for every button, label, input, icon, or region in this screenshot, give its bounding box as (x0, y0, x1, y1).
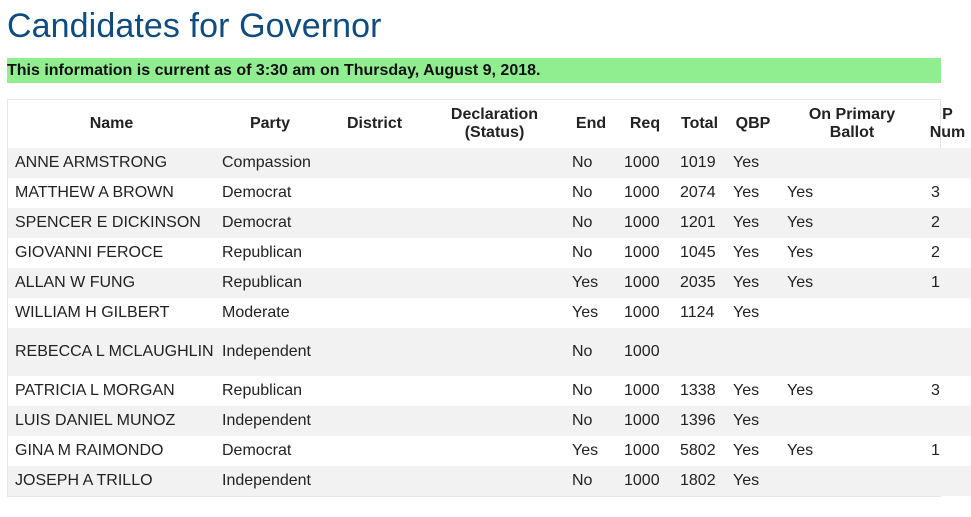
table-row (8, 178, 971, 208)
table-row (8, 328, 971, 376)
cell-district (325, 268, 424, 298)
table-row (8, 436, 971, 466)
cell-end: Yes (565, 268, 617, 298)
header-declaration-line1: Declaration (450, 106, 539, 123)
table-row (8, 298, 971, 328)
cell-req: 1000 (617, 208, 673, 238)
cell-name: WILLIAM H GILBERT (8, 298, 215, 328)
header-pnum-line2: Num (929, 124, 966, 141)
cell-total (673, 328, 726, 376)
header-pnum-line1: P (942, 106, 953, 123)
cell-declaration (424, 406, 565, 436)
cell-pnum (924, 406, 971, 436)
cell-name: ALLAN W FUNG (8, 268, 215, 298)
cell-req: 1000 (617, 406, 673, 436)
cell-name: MATTHEW A BROWN (8, 178, 215, 208)
cell-party: Republican (215, 268, 325, 298)
table-body (8, 148, 971, 496)
header-declaration (424, 100, 565, 148)
cell-on-ballot (780, 298, 924, 328)
cell-req: 1000 (617, 376, 673, 406)
table-row (8, 406, 971, 436)
header-p-num (924, 100, 971, 148)
cell-declaration (424, 178, 565, 208)
cell-on-ballot (780, 328, 924, 376)
table-row (8, 238, 971, 268)
header-qbp: QBP (735, 115, 771, 132)
table-row (8, 148, 971, 178)
cell-on-ballot (780, 466, 924, 496)
cell-on-ballot: Yes (780, 376, 924, 406)
cell-party: Republican (215, 376, 325, 406)
cell-name: SPENCER E DICKINSON (8, 208, 215, 238)
cell-on-ballot: Yes (780, 268, 924, 298)
cell-district (325, 328, 424, 376)
page-title: Candidates for Governor (7, 7, 382, 45)
cell-qbp: Yes (726, 148, 780, 178)
cell-end: No (565, 406, 617, 436)
cell-party: Independent (215, 328, 325, 376)
cell-party: Moderate (215, 298, 325, 328)
cell-party: Compassion (215, 148, 325, 178)
header-district: District (346, 115, 403, 132)
cell-total: 1124 (673, 298, 726, 328)
cell-party: Democrat (215, 436, 325, 466)
cell-on-ballot: Yes (780, 238, 924, 268)
cell-pnum (924, 466, 971, 496)
cell-pnum (924, 328, 971, 376)
cell-district (325, 148, 424, 178)
cell-district (325, 436, 424, 466)
header-declaration-line2: (Status) (464, 124, 525, 141)
header-row (8, 100, 971, 148)
cell-district (325, 208, 424, 238)
cell-qbp: Yes (726, 298, 780, 328)
cell-party: Independent (215, 406, 325, 436)
cell-total: 1802 (673, 466, 726, 496)
header-ballot-line2: Ballot (829, 124, 875, 141)
cell-district (325, 466, 424, 496)
cell-qbp: Yes (726, 466, 780, 496)
cell-on-ballot: Yes (780, 436, 924, 466)
cell-qbp: Yes (726, 268, 780, 298)
cell-end: No (565, 238, 617, 268)
cell-on-ballot (780, 406, 924, 436)
cell-district (325, 178, 424, 208)
cell-end: No (565, 466, 617, 496)
table-row (8, 466, 971, 496)
cell-qbp: Yes (726, 436, 780, 466)
header-on-primary-ballot (780, 100, 924, 148)
cell-end: No (565, 178, 617, 208)
cell-district (325, 238, 424, 268)
cell-party: Independent (215, 466, 325, 496)
cell-req: 1000 (617, 328, 673, 376)
cell-declaration (424, 376, 565, 406)
cell-on-ballot (780, 148, 924, 178)
cell-on-ballot: Yes (780, 178, 924, 208)
cell-pnum: 2 (924, 208, 971, 238)
header-end: End (575, 115, 607, 132)
cell-total: 1396 (673, 406, 726, 436)
cell-req: 1000 (617, 298, 673, 328)
cell-end: Yes (565, 298, 617, 328)
cell-declaration (424, 436, 565, 466)
cell-district (325, 298, 424, 328)
cell-district (325, 376, 424, 406)
cell-req: 1000 (617, 148, 673, 178)
cell-declaration (424, 466, 565, 496)
header-req: Req (629, 115, 661, 132)
candidates-table-container (7, 99, 966, 497)
cell-declaration (424, 268, 565, 298)
cell-name: REBECCA L MCLAUGHLIN (8, 328, 215, 376)
status-banner: This information is current as of 3:30 am on Thursday, August 9, 2018. (7, 58, 941, 83)
cell-pnum: 3 (924, 376, 971, 406)
cell-qbp: Yes (726, 406, 780, 436)
cell-declaration (424, 148, 565, 178)
cell-name: PATRICIA L MORGAN (8, 376, 215, 406)
cell-end: No (565, 376, 617, 406)
cell-name: GINA M RAIMONDO (8, 436, 215, 466)
header-ballot-line1: On Primary (808, 106, 896, 123)
cell-total: 1338 (673, 376, 726, 406)
cell-total: 5802 (673, 436, 726, 466)
cell-end: No (565, 328, 617, 376)
cell-name: GIOVANNI FEROCE (8, 238, 215, 268)
cell-end: No (565, 208, 617, 238)
header-party: Party (249, 115, 291, 132)
cell-total: 2074 (673, 178, 726, 208)
cell-qbp: Yes (726, 178, 780, 208)
cell-pnum: 3 (924, 178, 971, 208)
cell-declaration (424, 238, 565, 268)
cell-req: 1000 (617, 436, 673, 466)
cell-party: Democrat (215, 178, 325, 208)
header-total: Total (680, 115, 719, 132)
cell-qbp (726, 328, 780, 376)
cell-qbp: Yes (726, 208, 780, 238)
cell-req: 1000 (617, 466, 673, 496)
table-row (8, 208, 971, 238)
cell-pnum: 1 (924, 268, 971, 298)
cell-qbp: Yes (726, 238, 780, 268)
cell-req: 1000 (617, 238, 673, 268)
cell-party: Democrat (215, 208, 325, 238)
cell-pnum: 2 (924, 238, 971, 268)
cell-total: 2035 (673, 268, 726, 298)
cell-district (325, 406, 424, 436)
cell-name: JOSEPH A TRILLO (8, 466, 215, 496)
cell-name: LUIS DANIEL MUNOZ (8, 406, 215, 436)
cell-declaration (424, 328, 565, 376)
cell-declaration (424, 208, 565, 238)
cell-name: ANNE ARMSTRONG (8, 148, 215, 178)
cell-pnum (924, 298, 971, 328)
header-name: Name (89, 115, 134, 132)
table-row (8, 376, 971, 406)
cell-total: 1019 (673, 148, 726, 178)
cell-total: 1201 (673, 208, 726, 238)
table-row (8, 268, 971, 298)
cell-req: 1000 (617, 178, 673, 208)
cell-on-ballot: Yes (780, 208, 924, 238)
cell-party: Republican (215, 238, 325, 268)
table-header (8, 100, 971, 148)
cell-end: Yes (565, 436, 617, 466)
cell-pnum (924, 148, 971, 178)
candidates-table (8, 100, 971, 496)
cell-req: 1000 (617, 268, 673, 298)
cell-qbp: Yes (726, 376, 780, 406)
cell-declaration (424, 298, 565, 328)
cell-pnum: 1 (924, 436, 971, 466)
cell-total: 1045 (673, 238, 726, 268)
cell-end: No (565, 148, 617, 178)
